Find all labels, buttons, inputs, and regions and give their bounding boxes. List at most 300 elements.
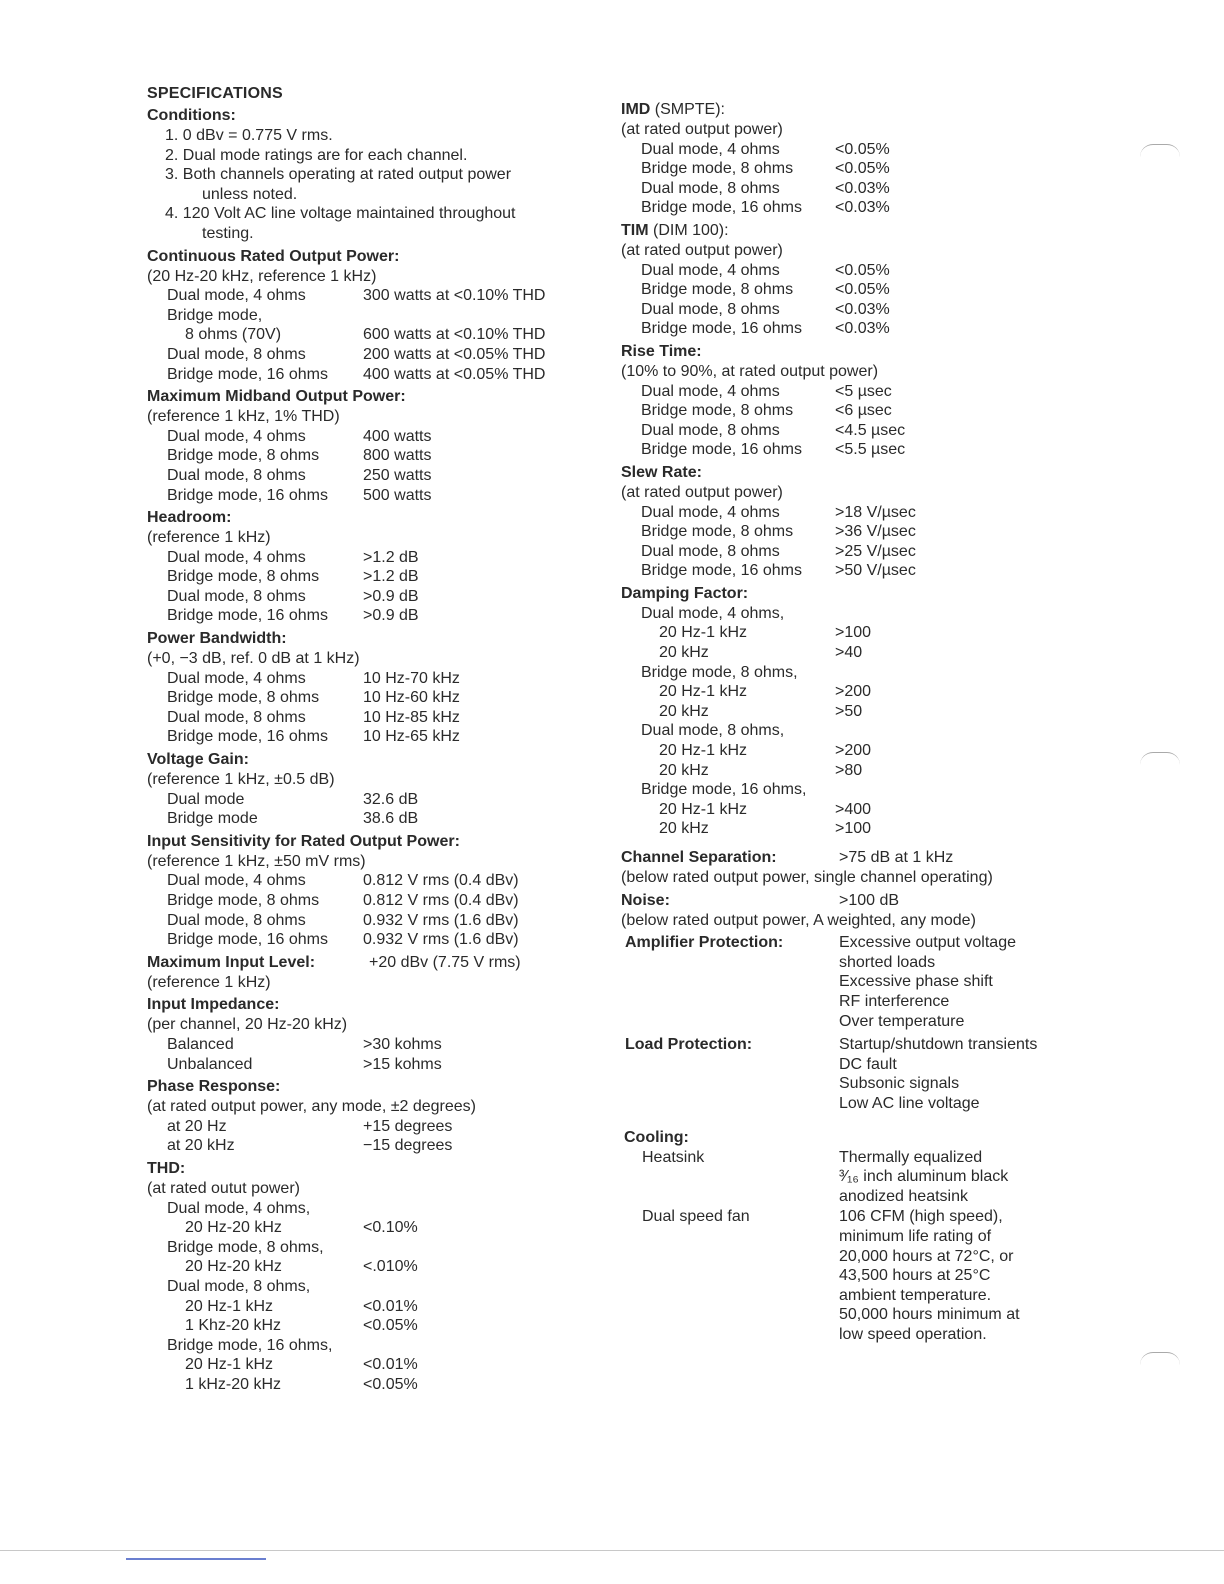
spec-row xyxy=(621,140,1051,160)
spec-label: Bridge mode, 16 ohms xyxy=(167,365,328,383)
spec-label: 20 kHz xyxy=(659,644,709,662)
spec-value: 0.812 V rms (0.4 dBv) xyxy=(363,892,519,909)
spec-row xyxy=(147,466,587,486)
binder-hole-mark xyxy=(1140,752,1180,765)
section-heading xyxy=(147,832,587,852)
spec-value: 10 Hz-85 kHz xyxy=(363,708,460,726)
section-heading-text: THD: xyxy=(147,1159,186,1177)
spec-label: Unbalanced xyxy=(167,1055,253,1073)
condition-number: 1. xyxy=(165,127,179,144)
spec-label: Dual mode, 8 ohms, xyxy=(167,1277,311,1295)
spec-row xyxy=(621,522,1051,542)
protection-item: Startup/shutdown transients xyxy=(839,1036,1038,1054)
spec-value: <0.01% xyxy=(363,1297,418,1315)
spec-row xyxy=(147,1136,587,1156)
cooling-line: 50,000 hours minimum at xyxy=(839,1306,1020,1324)
spec-label: 20 kHz xyxy=(659,761,709,779)
protection-item: Low AC line voltage xyxy=(839,1094,980,1112)
section-heading: Load Protection: xyxy=(625,1036,753,1054)
spec-value: 500 watts xyxy=(363,486,432,504)
section-condition: (10% to 90%, at rated output power) xyxy=(621,362,879,380)
spec-row xyxy=(147,1055,587,1075)
spec-row xyxy=(147,427,587,447)
spec-row xyxy=(621,440,1051,460)
spec-value: 250 watts xyxy=(363,466,432,484)
spec-value: <0.03% xyxy=(835,199,890,217)
spec-row xyxy=(621,604,1051,624)
spec-row xyxy=(147,1355,587,1375)
spec-row xyxy=(147,1375,587,1395)
spec-label: Dual mode, 8 ohms xyxy=(641,300,780,318)
protection-item: Excessive output voltage xyxy=(839,934,1016,952)
spec-value: >18 V/µsec xyxy=(835,503,916,521)
spec-label: Bridge mode, 16 ohms xyxy=(167,486,328,504)
cooling-line: low speed operation. xyxy=(839,1325,987,1343)
spec-row xyxy=(621,819,1051,839)
spec-label: Dual mode, 4 ohms xyxy=(167,548,306,566)
section-heading-text: Slew Rate: xyxy=(621,463,702,481)
section-heading-text: IMD xyxy=(621,101,651,118)
section-heading-row xyxy=(621,848,1051,868)
footer-rule xyxy=(0,1550,1224,1551)
section-condition: (at rated output power) xyxy=(621,483,783,501)
condition-item xyxy=(147,146,587,166)
spec-label: Bridge mode, 16 ohms xyxy=(641,562,802,580)
spec-row xyxy=(147,790,587,810)
spec-label: 20 Hz-1 kHz xyxy=(185,1297,274,1315)
spec-value: +15 degrees xyxy=(363,1117,453,1135)
section-heading-text: Power Bandwidth: xyxy=(147,630,287,648)
section-heading xyxy=(621,342,1051,362)
spec-row xyxy=(621,401,1051,421)
section-condition: (below rated output power, single channel operating) xyxy=(621,869,993,886)
spec-label: 20 Hz-1 kHz xyxy=(185,1356,274,1374)
spec-row xyxy=(147,306,587,326)
spec-label: Bridge mode, 16 ohms xyxy=(641,441,802,459)
spec-value: +20 dBv (7.75 V rms) xyxy=(369,953,521,971)
condition-item xyxy=(147,204,587,224)
section-condition: (reference 1 kHz) xyxy=(147,973,271,991)
spec-label: Dual mode, 8 ohms xyxy=(641,542,780,560)
spec-label: Dual mode, 4 ohms xyxy=(641,382,780,400)
section-condition: (at rated outut power) xyxy=(147,1179,300,1197)
spec-label: at 20 kHz xyxy=(167,1137,235,1155)
spec-label: Dual mode, 8 ohms xyxy=(167,345,306,363)
spec-label: 1 kHz-20 kHz xyxy=(185,1375,282,1393)
spec-value: >50 V/µsec xyxy=(835,562,916,580)
section-heading xyxy=(147,247,587,267)
cooling-label: Dual speed fan xyxy=(642,1208,750,1226)
spec-row xyxy=(621,198,1051,218)
spec-row xyxy=(147,669,587,689)
spec-value: >100 xyxy=(835,820,872,838)
section-heading-text: Maximum Midband Output Power: xyxy=(147,388,406,406)
spec-section xyxy=(147,953,587,993)
section-condition: (+0, −3 dB, ref. 0 dB at 1 kHz) xyxy=(147,650,360,668)
spec-value: >0.9 dB xyxy=(363,587,419,605)
spec-row xyxy=(621,561,1051,581)
spec-label: Bridge mode xyxy=(167,810,258,828)
spec-value: 32.6 dB xyxy=(363,790,419,808)
spec-row xyxy=(621,721,1051,741)
spec-label: 20 Hz-20 kHz xyxy=(185,1258,282,1276)
conditions-section xyxy=(147,106,587,244)
spec-section xyxy=(147,1159,587,1395)
cooling-line: 43,500 hours at 25°C xyxy=(839,1267,991,1285)
spec-label: Bridge mode, 8 ohms xyxy=(641,160,794,178)
protection-item: Over temperature xyxy=(839,1012,965,1030)
spec-value: <0.03% xyxy=(835,179,890,197)
spec-label: 1 Khz-20 kHz xyxy=(185,1317,282,1335)
section-heading xyxy=(147,508,587,528)
section-heading-text: Rise Time: xyxy=(621,342,702,360)
spec-value: <0.05% xyxy=(835,281,890,299)
condition-item xyxy=(147,165,587,185)
spec-label: Bridge mode, 8 ohms xyxy=(167,689,320,707)
spec-value: 400 watts at <0.05% THD xyxy=(363,365,546,383)
spec-section xyxy=(621,891,1051,931)
spec-row xyxy=(147,809,587,829)
spec-row xyxy=(621,503,1051,523)
cooling-item xyxy=(621,1148,1051,1207)
spec-label: 8 ohms (70V) xyxy=(185,326,282,344)
spec-value: >36 V/µsec xyxy=(835,523,916,541)
spec-row xyxy=(621,702,1051,722)
cooling-line: 20,000 hours at 72°C, or xyxy=(839,1247,1014,1265)
condition-item xyxy=(147,224,587,244)
protection-item: RF interference xyxy=(839,992,950,1010)
spec-value: <5.5 µsec xyxy=(835,441,906,459)
section-heading-text: Continuous Rated Output Power: xyxy=(147,247,400,265)
spec-value: >100 dB xyxy=(839,891,900,909)
protection-item: Subsonic signals xyxy=(839,1075,960,1093)
section-heading xyxy=(147,387,587,407)
cooling-section xyxy=(621,1128,1051,1345)
section-heading: Noise: xyxy=(621,891,670,909)
spec-value: >80 xyxy=(835,761,863,779)
spec-label: Dual mode, 8 ohms xyxy=(641,421,780,439)
spec-row xyxy=(147,286,587,306)
section-condition: (reference 1 kHz) xyxy=(147,529,271,547)
section-heading xyxy=(621,584,1051,604)
spec-label: 20 kHz xyxy=(659,702,709,720)
spec-row xyxy=(621,761,1051,781)
spec-row xyxy=(621,300,1051,320)
spec-value: <4.5 µsec xyxy=(835,421,906,439)
spec-label: Bridge mode, 16 ohms xyxy=(167,607,328,625)
spec-value: >400 xyxy=(835,800,872,818)
spec-value: 0.812 V rms (0.4 dBv) xyxy=(363,872,519,890)
spec-value: >1.2 dB xyxy=(363,568,419,586)
section-heading xyxy=(621,463,1051,483)
spec-row xyxy=(621,280,1051,300)
spec-value: 400 watts xyxy=(363,427,432,445)
spec-value: >100 xyxy=(835,624,872,642)
section-heading: Conditions: xyxy=(147,107,236,124)
condition-text: 120 Volt AC line voltage maintained throughout xyxy=(182,205,516,223)
spec-row xyxy=(147,1316,587,1336)
spec-label: Bridge mode, 16 ohms xyxy=(641,199,802,217)
spec-label: Bridge mode, 8 ohms xyxy=(167,447,320,465)
spec-row xyxy=(147,930,587,950)
spec-value: >15 kohms xyxy=(363,1055,442,1073)
section-heading-text: TIM xyxy=(621,221,649,239)
spec-row xyxy=(147,708,587,728)
spec-value: 10 Hz-65 kHz xyxy=(363,728,460,746)
section-heading: Cooling: xyxy=(624,1128,689,1146)
cooling-description xyxy=(839,1207,1051,1344)
spec-row xyxy=(147,1257,587,1277)
spec-value: <6 µsec xyxy=(835,402,892,420)
spec-label: Bridge mode, 16 ohms xyxy=(167,931,328,949)
spec-row xyxy=(147,1277,587,1297)
spec-value: >200 xyxy=(835,683,872,701)
spec-label: Dual mode, 4 ohms, xyxy=(167,1199,311,1217)
spec-label: Dual mode, 8 ohms xyxy=(167,708,306,726)
section-condition: (at rated output power) xyxy=(621,121,783,138)
spec-section xyxy=(621,848,1051,888)
section-heading xyxy=(621,221,1051,241)
binder-hole-mark xyxy=(1140,144,1180,157)
condition-text: 0 dBv = 0.775 V rms. xyxy=(182,127,333,144)
spec-section xyxy=(621,1035,1051,1113)
spec-value: 200 watts at <0.05% THD xyxy=(363,345,546,363)
spec-row xyxy=(147,606,587,626)
spec-row xyxy=(147,548,587,568)
spec-label: Dual mode, 4 ohms xyxy=(641,261,780,279)
section-heading: Amplifier Protection: xyxy=(625,934,784,952)
section-condition: (below rated output power, A weighted, any mode) xyxy=(621,911,976,929)
spec-row xyxy=(147,1117,587,1137)
section-heading-row xyxy=(147,953,587,973)
condition-item xyxy=(147,126,587,146)
condition-number: 2. xyxy=(165,146,179,164)
cooling-line: anodized heatsink xyxy=(839,1187,968,1205)
protection-list xyxy=(839,1035,1051,1113)
spec-row xyxy=(147,486,587,506)
section-heading-text: Damping Factor: xyxy=(621,584,749,602)
spec-label: Bridge mode, 16 ohms xyxy=(641,320,802,338)
spec-row xyxy=(147,1199,587,1219)
spec-section xyxy=(621,584,1051,839)
spec-label: Dual mode, 4 ohms xyxy=(167,427,306,445)
spec-row xyxy=(147,1336,587,1356)
section-condition: (at rated output power) xyxy=(621,241,783,259)
footer-accent-line xyxy=(126,1558,266,1560)
spec-row xyxy=(621,542,1051,562)
cooling-line: Thermally equalized xyxy=(839,1148,983,1166)
section-condition: (20 Hz-20 kHz, reference 1 kHz) xyxy=(147,267,377,285)
protection-list xyxy=(839,933,1051,1031)
spec-row xyxy=(621,741,1051,761)
section-heading xyxy=(147,750,587,770)
spec-row xyxy=(147,446,587,466)
spec-value: >75 dB at 1 kHz xyxy=(839,849,954,866)
spec-label: Dual mode, 8 ohms xyxy=(641,179,780,197)
cooling-line: ³⁄₁₆ inch aluminum black xyxy=(839,1168,1009,1186)
spec-row xyxy=(147,1238,587,1258)
section-heading xyxy=(147,1077,587,1097)
spec-value: <0.05% xyxy=(835,140,890,158)
section-heading: Channel Separation: xyxy=(621,849,777,866)
protection-item: DC fault xyxy=(839,1055,897,1073)
spec-section xyxy=(147,508,587,626)
protection-item: Excessive phase shift xyxy=(839,973,993,991)
section-heading xyxy=(147,1159,587,1179)
spec-row xyxy=(147,365,587,385)
spec-row xyxy=(147,325,587,345)
spec-row xyxy=(621,682,1051,702)
spec-row xyxy=(621,623,1051,643)
spec-row xyxy=(621,382,1051,402)
spec-label: Dual mode, 4 ohms xyxy=(167,287,306,305)
section-heading-text: Voltage Gain: xyxy=(147,751,249,769)
spec-value: >25 V/µsec xyxy=(835,542,916,560)
spec-value: <0.05% xyxy=(363,1375,418,1393)
section-condition: (at rated output power, any mode, ±2 degrees) xyxy=(147,1098,476,1116)
section-condition: (reference 1 kHz, 1% THD) xyxy=(147,408,340,426)
protection-item: shorted loads xyxy=(839,953,936,971)
spec-value: <0.05% xyxy=(835,160,890,178)
spec-label: Bridge mode, 8 ohms xyxy=(641,281,794,299)
spec-value: 10 Hz-70 kHz xyxy=(363,669,460,687)
condition-text: Dual mode ratings are for each channel. xyxy=(182,146,468,164)
spec-label: Bridge mode, 8 ohms, xyxy=(167,1238,324,1256)
spec-section xyxy=(147,629,587,747)
spec-label: Dual mode, 4 ohms, xyxy=(641,604,785,622)
spec-label: at 20 Hz xyxy=(167,1117,227,1135)
spec-section xyxy=(621,933,1051,1031)
spec-label: Bridge mode, 16 ohms, xyxy=(167,1336,333,1354)
spec-value: >50 xyxy=(835,702,863,720)
spec-label: 20 Hz-20 kHz xyxy=(185,1219,282,1237)
section-heading-row xyxy=(621,891,1051,911)
spec-row xyxy=(621,421,1051,441)
spec-value: >40 xyxy=(835,644,863,662)
spec-label: 20 Hz-1 kHz xyxy=(659,800,748,818)
section-heading-suffix: (DIM 100): xyxy=(648,221,729,239)
spec-section xyxy=(147,247,587,385)
spec-value: >30 kohms xyxy=(363,1035,442,1053)
spec-value: <.010% xyxy=(363,1258,418,1276)
spec-row xyxy=(147,727,587,747)
section-heading-text: Phase Response: xyxy=(147,1078,281,1096)
spec-section xyxy=(147,387,587,505)
spec-row xyxy=(147,1297,587,1317)
spec-label: Dual mode, 4 ohms xyxy=(641,503,780,521)
spec-row xyxy=(621,800,1051,820)
cooling-line: minimum life rating of xyxy=(839,1227,992,1245)
page-title: SPECIFICATIONS xyxy=(147,85,283,102)
cooling-item xyxy=(621,1207,1051,1344)
spec-section xyxy=(147,1077,587,1156)
spec-row xyxy=(621,780,1051,800)
spec-label: 20 Hz-1 kHz xyxy=(659,742,748,760)
spec-section xyxy=(621,463,1051,581)
spec-section xyxy=(147,832,587,950)
spec-value: >200 xyxy=(835,742,872,760)
spec-value: >1.2 dB xyxy=(363,548,419,566)
section-heading-suffix: (SMPTE): xyxy=(650,101,725,118)
spec-value: <0.01% xyxy=(363,1356,418,1374)
spec-row xyxy=(621,643,1051,663)
spec-section xyxy=(621,342,1051,460)
right-column xyxy=(621,100,1051,1347)
spec-label: Dual mode, 8 ohms xyxy=(167,587,306,605)
spec-label: Bridge mode, 16 ohms xyxy=(167,728,328,746)
cooling-line: ambient temperature. xyxy=(839,1286,992,1304)
spec-value: <0.03% xyxy=(835,320,890,338)
spec-value: 0.932 V rms (1.6 dBv) xyxy=(363,911,519,929)
spec-row xyxy=(621,663,1051,683)
spec-value: 600 watts at <0.10% THD xyxy=(363,326,546,344)
condition-text: unless noted. xyxy=(202,185,298,203)
spec-label: Dual mode, 8 ohms xyxy=(167,466,306,484)
cooling-line: 106 CFM (high speed), xyxy=(839,1208,1003,1226)
spec-label: Bridge mode, 8 ohms xyxy=(167,568,320,586)
spec-value: <0.05% xyxy=(835,261,890,279)
spec-label: Bridge mode, xyxy=(167,306,263,324)
section-heading xyxy=(147,629,587,649)
spec-value: 38.6 dB xyxy=(363,810,419,828)
section-heading: Maximum Input Level: xyxy=(147,953,316,971)
spec-row xyxy=(621,159,1051,179)
spec-value: >0.9 dB xyxy=(363,607,419,625)
condition-number: 3. xyxy=(165,166,179,184)
section-condition: (reference 1 kHz, ±50 mV rms) xyxy=(147,852,366,870)
spec-value: <5 µsec xyxy=(835,382,892,400)
spec-value: 800 watts xyxy=(363,447,432,465)
spec-value: 0.932 V rms (1.6 dBv) xyxy=(363,931,519,949)
spec-row xyxy=(147,1218,587,1238)
spec-label: Dual mode, 4 ohms xyxy=(167,872,306,890)
spec-section xyxy=(621,221,1051,339)
spec-section xyxy=(147,750,587,829)
left-column xyxy=(147,82,587,1397)
spec-row xyxy=(621,179,1051,199)
spec-row xyxy=(147,911,587,931)
spec-label: Dual mode, 8 ohms, xyxy=(641,722,785,740)
spec-label: Balanced xyxy=(167,1035,234,1053)
spec-label: Bridge mode, 8 ohms xyxy=(641,402,794,420)
condition-text: Both channels operating at rated output power xyxy=(182,166,512,184)
spec-row xyxy=(147,891,587,911)
cooling-label: Heatsink xyxy=(642,1148,705,1166)
spec-label: 20 kHz xyxy=(659,820,709,838)
spec-value: <0.10% xyxy=(363,1219,418,1237)
spec-label: 20 Hz-1 kHz xyxy=(659,683,748,701)
spec-label: Bridge mode, 16 ohms, xyxy=(641,781,807,799)
section-heading-text: Input Sensitivity for Rated Output Power: xyxy=(147,832,460,850)
spec-label: Bridge mode, 8 ohms xyxy=(641,523,794,541)
spec-label: Bridge mode, 8 ohms xyxy=(167,892,320,909)
spec-section xyxy=(621,100,1051,218)
spec-row xyxy=(147,1035,587,1055)
section-heading-text: Input Impedance: xyxy=(147,996,280,1014)
spec-row xyxy=(147,587,587,607)
spec-row xyxy=(147,567,587,587)
section-heading-text: Headroom: xyxy=(147,509,232,527)
spec-row xyxy=(147,871,587,891)
spec-section xyxy=(147,995,587,1074)
spec-row xyxy=(147,688,587,708)
spec-label: Dual mode, 8 ohms xyxy=(167,911,306,929)
section-heading xyxy=(621,100,1051,120)
spec-label: Dual mode, 4 ohms xyxy=(167,669,306,687)
spec-row xyxy=(621,319,1051,339)
spec-label: Dual mode, 4 ohms xyxy=(641,140,780,158)
spec-value: <0.03% xyxy=(835,300,890,318)
